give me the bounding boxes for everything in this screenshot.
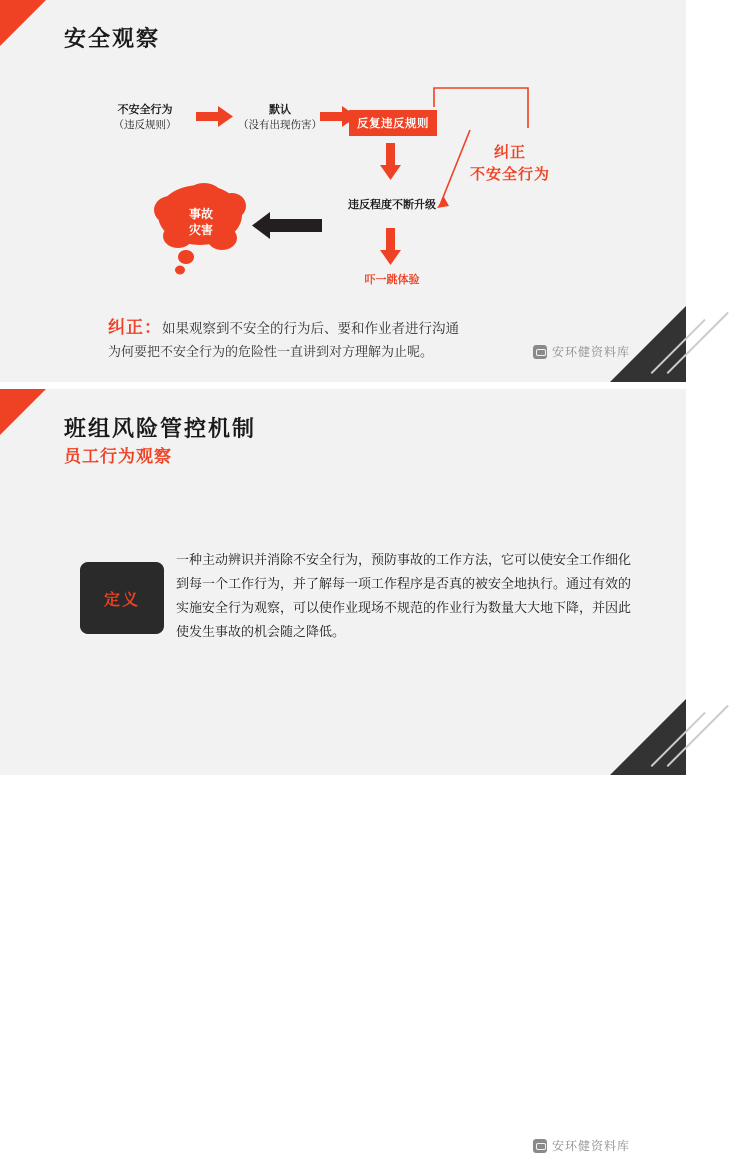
flow-node-near-miss: 吓一跳体验 (364, 274, 420, 286)
watermark-label: 安环健资料库 (552, 345, 631, 359)
flow-node-default: 默认 （没有出现伤害） (238, 104, 322, 131)
watermark (533, 343, 630, 360)
corner-dark-icon (610, 699, 686, 775)
flow-node-unsafe-behavior: 不安全行为 （违反规则） (113, 104, 177, 131)
watermark (533, 1137, 630, 1154)
page-title: 安全观察 (64, 26, 161, 51)
note-line-2: 为何要把不安全行为的危险性一直讲到对方理解为止呢。 (108, 344, 434, 359)
note-text-1: 如果观察到不安全的行为后、要和作业者进行沟通 (162, 321, 459, 336)
arrow-down-icon (380, 228, 401, 265)
flow-node-escalation: 违反程度不断升级 (348, 199, 436, 211)
note-prefix: 纠正： (108, 318, 162, 337)
slide-safety-observation (0, 0, 686, 382)
wechat-icon (533, 1139, 547, 1153)
note-line-1 (108, 313, 459, 338)
corner-wedge-icon (0, 389, 46, 435)
flow-node-repeat-violation: 反复违反规则 (349, 110, 437, 136)
definition-text: 一种主动辨识并消除不安全行为，预防事故的工作方法，它可以使安全工作细化到每一个工作行为，并了解每一项工作程序是否真的被安全地执行。通过有效的实施安全行为观察，可以使作业现场不规范的作业行为数量大大地下降，并因此使发生事故的机会随之降低。 (176, 552, 632, 639)
watermark-label: 安环健资料库 (552, 1139, 631, 1153)
flow-node-accident: 事故 灾害 (188, 207, 213, 237)
arrow-down-icon (380, 143, 401, 180)
arrow-right-icon (196, 106, 233, 127)
arrow-left-icon (252, 212, 322, 239)
flow-correction-callout: 纠正 不安全行为 (470, 144, 551, 183)
page-title: 班组风险管控机制 (64, 416, 257, 441)
definition-badge: 定义 (80, 562, 164, 634)
wechat-icon (533, 345, 547, 359)
slide-divider (0, 382, 686, 389)
page-subtitle: 员工行为观察 (64, 447, 172, 466)
